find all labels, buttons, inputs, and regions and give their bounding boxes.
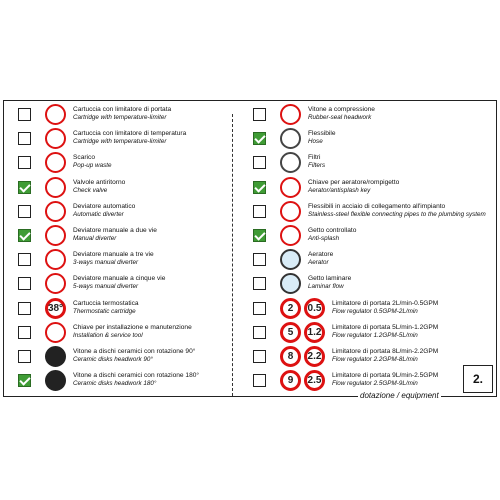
checkbox-unchecked[interactable] <box>18 277 31 290</box>
aerator-key-icon <box>280 177 301 198</box>
laminar-flow-icon <box>280 273 301 294</box>
five-way-diverter-icon <box>45 273 66 294</box>
flow-regulator-9-icon: 9 <box>280 370 301 391</box>
english-label: Installation & service tool <box>73 331 143 339</box>
equipment-description <box>308 275 478 291</box>
left-equipment-row <box>18 249 248 272</box>
english-label: Ceramic disks headwork 90° <box>73 356 153 363</box>
right-equipment-row <box>253 273 483 296</box>
checkbox-unchecked[interactable] <box>253 302 266 315</box>
checkbox-unchecked[interactable] <box>253 350 266 363</box>
flow-regulator-8-icon: 8 <box>280 346 301 367</box>
cartridge-flow-limit-icon <box>45 104 66 125</box>
checkbox-unchecked[interactable] <box>253 326 266 339</box>
italian-label: Vitone a dischi ceramici con rotazione 90° <box>73 348 196 355</box>
checkbox-unchecked[interactable] <box>253 253 266 266</box>
flow-regulator-8-gpm-icon: 2.2 <box>304 346 325 367</box>
english-label: Aerator/antisplash key <box>308 186 371 194</box>
equipment-description <box>308 251 478 267</box>
english-label: Pop-up waste <box>73 162 112 170</box>
english-label: Flow regulator 2.2GPM-8L/min <box>332 356 418 363</box>
italian-label: Deviatore manuale a cinque vie <box>73 275 166 283</box>
left-equipment-row <box>18 128 248 151</box>
english-label: Laminar flow <box>308 283 344 291</box>
flow-regulator-5-gpm-icon: 1.2 <box>304 322 325 343</box>
equipment-description <box>308 154 478 170</box>
italian-label: Deviatore automatico <box>73 202 136 210</box>
checkbox-checked[interactable] <box>253 229 266 242</box>
english-label: Check valve <box>73 186 108 194</box>
equipment-description <box>73 324 243 340</box>
checkbox-checked[interactable] <box>18 229 31 242</box>
left-equipment-row <box>18 201 248 224</box>
ceramic-disk-180-icon <box>45 370 66 391</box>
left-equipment-row <box>18 346 248 369</box>
flow-regulator-9-gpm-icon: 2.5 <box>304 370 325 391</box>
checkbox-unchecked[interactable] <box>253 108 266 121</box>
left-equipment-row <box>18 225 248 248</box>
automatic-diverter-icon <box>45 201 66 222</box>
english-label: Flow regulator 2.5GPM-9L/min <box>332 380 418 388</box>
pop-up-waste-icon <box>45 152 66 173</box>
right-equipment-row <box>253 322 483 345</box>
checkbox-unchecked[interactable] <box>18 326 31 339</box>
equipment-description <box>73 275 243 291</box>
italian-label: Valvole antiritorno <box>73 178 126 186</box>
aerator-icon <box>280 249 301 270</box>
english-label: Hose <box>308 138 323 146</box>
cartridge-temp-limit-icon <box>45 128 66 149</box>
italian-label: Scarico <box>73 154 95 162</box>
right-equipment-row <box>253 370 483 393</box>
equipment-description <box>308 106 478 122</box>
equipment-description <box>73 300 243 316</box>
checkbox-unchecked[interactable] <box>18 253 31 266</box>
thermostatic-cartridge-icon: 38° <box>45 298 66 319</box>
italian-label: Aeratore <box>308 251 334 259</box>
equipment-description <box>73 227 243 243</box>
equipment-description <box>73 251 243 267</box>
left-equipment-row <box>18 370 248 393</box>
italian-label: Chiave per aeratore/rompigetto <box>308 178 400 186</box>
equipment-description <box>332 324 492 340</box>
footer-label: dotazione / equipment <box>360 391 439 400</box>
italian-label: Limitatore di portata 8L/min-2.2GPM <box>332 348 439 355</box>
right-equipment-row <box>253 298 483 321</box>
service-key-icon <box>45 322 66 343</box>
equipment-description <box>308 227 478 243</box>
english-label: Automatic diverter <box>73 210 124 218</box>
left-equipment-row <box>18 298 248 321</box>
equipment-description <box>73 179 243 195</box>
italian-label: Getto controllato <box>308 227 357 234</box>
checkbox-unchecked[interactable] <box>253 156 266 169</box>
check-valve-icon <box>45 177 66 198</box>
hose-icon <box>280 128 301 149</box>
english-label: Ceramic disks headwork 180° <box>73 380 157 388</box>
right-equipment-row <box>253 346 483 369</box>
flow-regulator-2-icon: 2 <box>280 298 301 319</box>
italian-label: Flessibile <box>308 130 336 138</box>
left-equipment-row <box>18 177 248 200</box>
right-equipment-row <box>253 128 483 151</box>
equipment-description <box>73 348 243 364</box>
checkbox-unchecked[interactable] <box>253 374 266 387</box>
checkbox-checked[interactable] <box>253 181 266 194</box>
checkbox-checked[interactable] <box>253 132 266 145</box>
flow-regulator-5-icon: 5 <box>280 322 301 343</box>
english-label: 3-ways manual diverter <box>73 259 139 267</box>
english-label: Flow regulator 0.5GPM-2L/min <box>332 307 418 315</box>
checkbox-checked[interactable] <box>18 374 31 387</box>
english-label: 5-ways manual diverter <box>73 283 139 291</box>
equipment-description <box>73 203 243 219</box>
ceramic-disk-90-icon <box>45 346 66 367</box>
english-label: Stainless-steel flexible connecting pipes to the plumbing system <box>308 210 486 218</box>
rubber-seal-headwork-icon <box>280 104 301 125</box>
right-equipment-row <box>253 201 486 224</box>
right-equipment-row <box>253 104 483 127</box>
equipment-description <box>308 202 486 219</box>
left-equipment-row <box>18 104 248 127</box>
right-equipment-row <box>253 177 483 200</box>
checkbox-unchecked[interactable] <box>18 205 31 218</box>
italian-label: Getto laminare <box>308 275 352 283</box>
checkbox-unchecked[interactable] <box>253 277 266 290</box>
italian-label: Flessibili in acciaio di collegamento all'impianto <box>308 202 446 210</box>
checkbox-unchecked[interactable] <box>18 108 31 121</box>
italian-label: Cartuccia con limitatore di portata <box>73 106 172 113</box>
italian-label: Vitone a dischi ceramici con rotazione 180° <box>73 372 200 380</box>
checkbox-checked[interactable] <box>18 181 31 194</box>
left-equipment-row <box>18 273 248 296</box>
equipment-description <box>73 372 243 388</box>
equipment-description <box>73 106 243 122</box>
english-label: Flow regulator 1.2GPM-5L/min <box>332 331 418 339</box>
flexible-pipe-icon <box>280 201 301 222</box>
right-equipment-row <box>253 152 483 175</box>
italian-label: Limitatore di portata 2L/min-0.5GPM <box>332 299 439 307</box>
checkbox-unchecked[interactable] <box>18 302 31 315</box>
italian-label: Deviatore manuale a due vie <box>73 227 157 234</box>
checkbox-unchecked[interactable] <box>253 205 266 218</box>
page-number: 2. <box>463 365 493 393</box>
right-equipment-row <box>253 225 483 248</box>
left-equipment-row <box>18 322 248 345</box>
italian-label: Deviatore manuale a tre vie <box>73 251 154 259</box>
equipment-description <box>73 130 243 146</box>
checkbox-unchecked[interactable] <box>18 132 31 145</box>
equipment-description <box>73 154 243 170</box>
equipment-description <box>308 179 478 195</box>
italian-label: Chiave per installazione e manutenzione <box>73 323 192 331</box>
english-label: Thermostatic cartridge <box>73 307 136 315</box>
manual-diverter-icon <box>45 225 66 246</box>
flow-regulator-2-gpm-icon: 0.5 <box>304 298 325 319</box>
english-label: Filters <box>308 162 326 170</box>
checkbox-unchecked[interactable] <box>18 350 31 363</box>
english-label: Aerator <box>308 259 329 267</box>
english-label: Cartridge with temperature-limiter <box>73 114 167 121</box>
italian-label: Limitatore di portata 9L/min-2.5GPM <box>332 372 439 380</box>
italian-label: Vitone a compressione <box>308 106 375 113</box>
english-label: Manual diverter <box>73 235 117 242</box>
english-label: Anti-splash <box>308 235 340 242</box>
checkbox-unchecked[interactable] <box>18 156 31 169</box>
anti-splash-icon <box>280 225 301 246</box>
filter-icon <box>280 152 301 173</box>
equipment-description <box>308 130 478 146</box>
equipment-description <box>332 300 492 316</box>
italian-label: Limitatore di portata 5L/min-1.2GPM <box>332 323 439 331</box>
italian-label: Cartuccia termostatica <box>73 299 139 307</box>
english-label: Rubber-seal headwork <box>308 114 372 121</box>
italian-label: Cartuccia con limitatore di temperatura <box>73 130 187 138</box>
left-equipment-row <box>18 152 248 175</box>
right-equipment-row <box>253 249 483 272</box>
three-way-diverter-icon <box>45 249 66 270</box>
equipment-description <box>332 348 492 364</box>
italian-label: Filtri <box>308 154 321 162</box>
english-label: Cartridge with temperature-limiter <box>73 138 167 146</box>
